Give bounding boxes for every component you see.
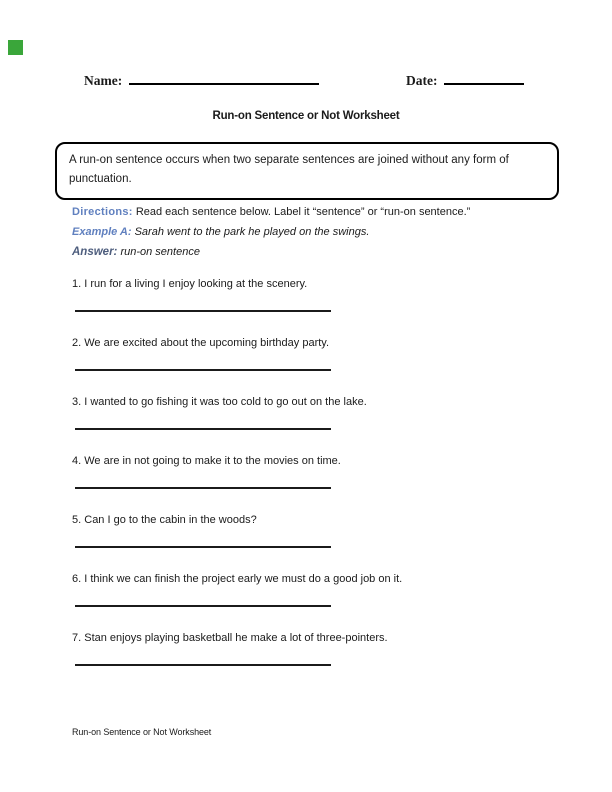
answer-blank-line[interactable] [75,487,331,489]
question-text: We are in not going to make it to the movies on time. [84,455,341,467]
answer-blank-line[interactable] [75,310,331,312]
footer-title: Run-on Sentence or Not Worksheet [72,727,212,737]
question-number: 3. [72,396,82,408]
question-text: We are excited about the upcoming birthday party. [84,337,330,349]
example-label: Example A: [72,226,132,238]
question-number: 1. [72,278,82,290]
directions-text: Read each sentence below. Label it “sentence” or “run-on sentence.” [135,206,471,218]
question-text: I think we can finish the project early we must do a good job on it. [84,573,403,585]
name-field-group [84,70,319,89]
question-item [72,336,552,371]
answer-row [72,242,486,262]
green-corner-mark [8,40,23,55]
date-blank-field[interactable] [444,70,524,85]
question-number: 6. [72,573,82,585]
definition-text: A run-on sentence occurs when two separate sentences are joined without any form of punctuation. [69,154,509,185]
question-number: 2. [72,337,82,349]
page-title: Run-on Sentence or Not Worksheet [212,110,400,122]
name-blank-field[interactable] [129,70,319,85]
name-label: Name: [84,73,123,88]
date-field-group [406,70,524,89]
question-item [72,513,552,548]
answer-blank-line[interactable] [75,605,331,607]
question-text: I wanted to go fishing it was too cold to go out on the lake. [84,396,367,408]
answer-text: run-on sentence [120,246,200,258]
answer-label: Answer: [72,246,118,258]
question-item [72,277,552,312]
question-number: 4. [72,455,82,467]
definition-box [55,142,559,200]
question-text: Can I go to the cabin in the woods? [84,514,257,526]
question-number: 5. [72,514,82,526]
answer-blank-line[interactable] [75,369,331,371]
answer-blank-line[interactable] [75,546,331,548]
question-text: Stan enjoys playing basketball he make a lot of three-pointers. [84,632,388,644]
question-item [72,631,552,666]
answer-blank-line[interactable] [75,428,331,430]
answer-blank-line[interactable] [75,664,331,666]
example-text: Sarah went to the park he played on the swings. [134,226,370,238]
date-label: Date: [406,73,438,88]
question-number: 7. [72,632,82,644]
directions-paragraph [72,202,486,262]
directions-label: Directions: [72,206,133,218]
question-item [72,395,552,430]
question-text: I run for a living I enjoy looking at the scenery. [84,278,308,290]
question-item [72,572,552,607]
question-item [72,454,552,489]
